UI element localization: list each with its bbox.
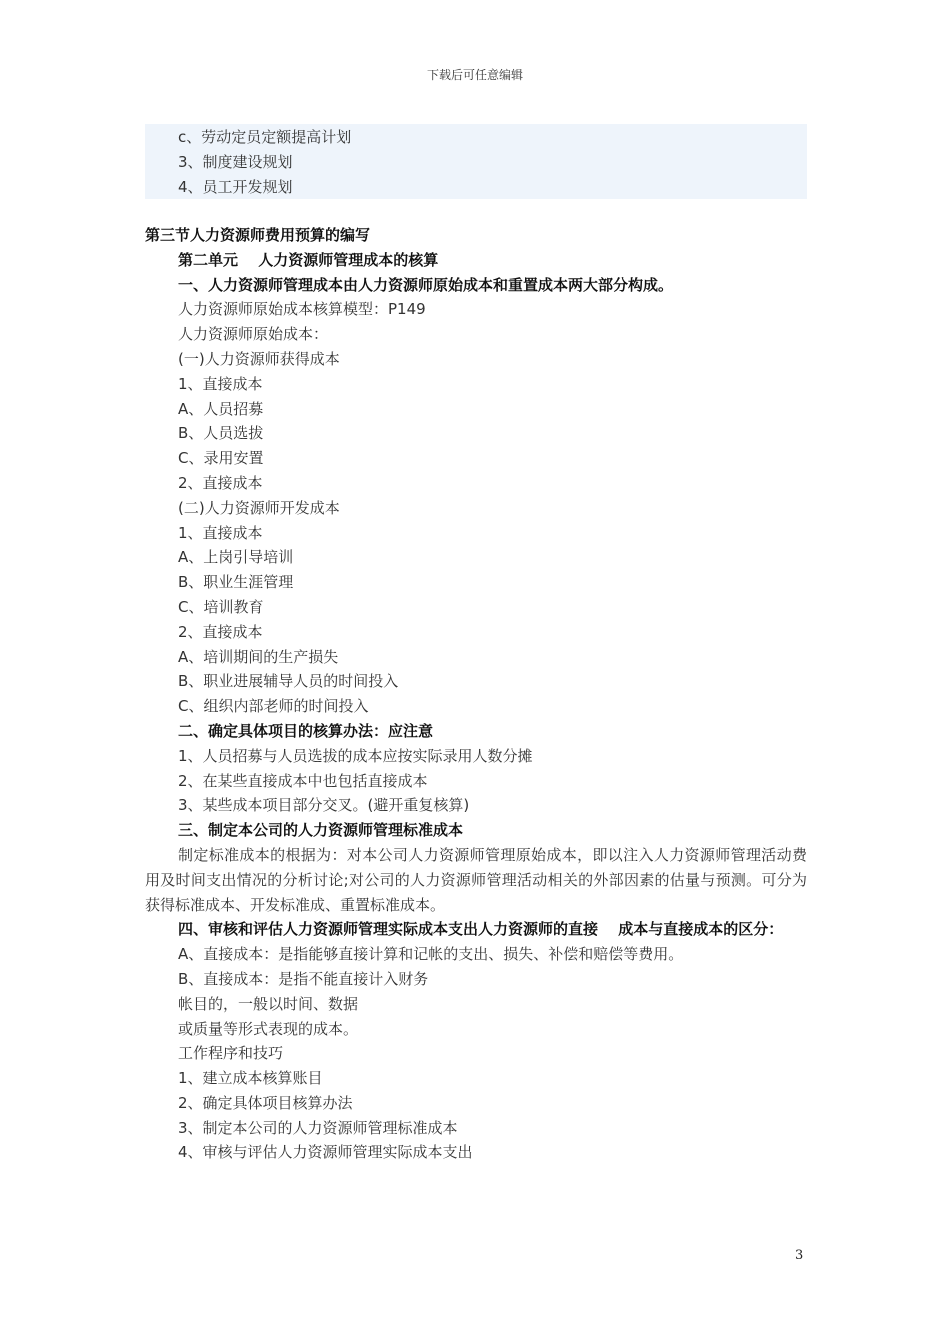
list-item: C、录用安置: [178, 449, 264, 468]
list-item: 2、在某些直接成本中也包括直接成本: [178, 771, 428, 790]
page-number: 3: [795, 1248, 804, 1263]
list-item: 或质量等形式表现的成本。: [178, 1019, 359, 1038]
unit-title: 第二单元 人力资源师管理成本的核算: [178, 250, 439, 269]
list-item: 工作程序和技巧: [178, 1044, 284, 1063]
section-title: 第三节人力资源师费用预算的编写: [145, 226, 371, 244]
list-item: A、人员招募: [178, 399, 264, 418]
list-item: B、直接成本：是指不能直接计入财务: [178, 969, 429, 988]
list-item: B、职业进展辅导人员的时间投入: [178, 672, 399, 691]
highlight-line: 4、员工开发规划: [178, 178, 293, 196]
list-item: (二)人力资源师开发成本: [178, 498, 340, 517]
list-item: 1、直接成本: [178, 374, 263, 393]
list-item: B、人员选拔: [178, 424, 264, 443]
list-item: 1、人员招募与人员选拔的成本应按实际录用人数分摊: [178, 746, 533, 765]
list-item: A、培训期间的生产损失: [178, 647, 339, 666]
list-item: (一)人力资源师获得成本: [178, 349, 340, 368]
list-item: 1、直接成本: [178, 523, 263, 542]
list-item: 2、直接成本: [178, 622, 263, 641]
paragraph-standard-cost: 制定标准成本的根据为：对本公司人力资源师管理原始成本，即以注入人力资源师管理活动费用及时间支出情况的分析讨论;对公司的人力资源师管理活动相关的外部因素的估量与预测。可分为获得标准成本、开发标准成、重置标准成本。: [145, 845, 807, 914]
list-item: 帐目的，一般以时间、数据: [178, 994, 359, 1013]
list-item: 3、制定本公司的人力资源师管理标准成本: [178, 1118, 458, 1137]
heading-1: 一、人力资源师管理成本由人力资源师原始成本和重置成本两大部分构成。: [178, 275, 674, 294]
list-item: A、直接成本：是指能够直接计算和记帐的支出、损失、补偿和赔偿等费用。: [178, 945, 684, 964]
list-item: C、培训教育: [178, 597, 264, 616]
list-item: 4、审核与评估人力资源师管理实际成本支出: [178, 1143, 473, 1162]
document-body: [145, 223, 807, 1165]
list-item: 人力资源师原始成本：: [178, 325, 329, 344]
heading-2: 二、确定具体项目的核算办法：应注意: [178, 721, 434, 740]
highlight-line: 3、制度建设规划: [178, 153, 293, 171]
list-item: B、职业生涯管理: [178, 573, 294, 592]
list-item: 3、某些成本项目部分交叉。(避开重复核算): [178, 796, 470, 815]
heading-4: 四、审核和评估人力资源师管理实际成本支出人力资源师的直接 成本与直接成本的区分：: [178, 920, 784, 939]
list-item: C、组织内部老师的时间投入: [178, 697, 369, 716]
list-item: 1、建立成本核算账目: [178, 1069, 323, 1088]
list-item: 2、直接成本: [178, 473, 263, 492]
list-item: 人力资源师原始成本核算模型：P149: [178, 300, 426, 319]
list-item: A、上岗引导培训: [178, 548, 294, 567]
heading-3: 三、制定本公司的人力资源师管理标准成本: [178, 821, 464, 840]
list-item: 2、确定具体项目核算办法: [178, 1093, 353, 1112]
highlight-line: c、劳动定员定额提高计划: [178, 128, 352, 146]
header-note: 下载后可任意编辑: [426, 68, 523, 82]
